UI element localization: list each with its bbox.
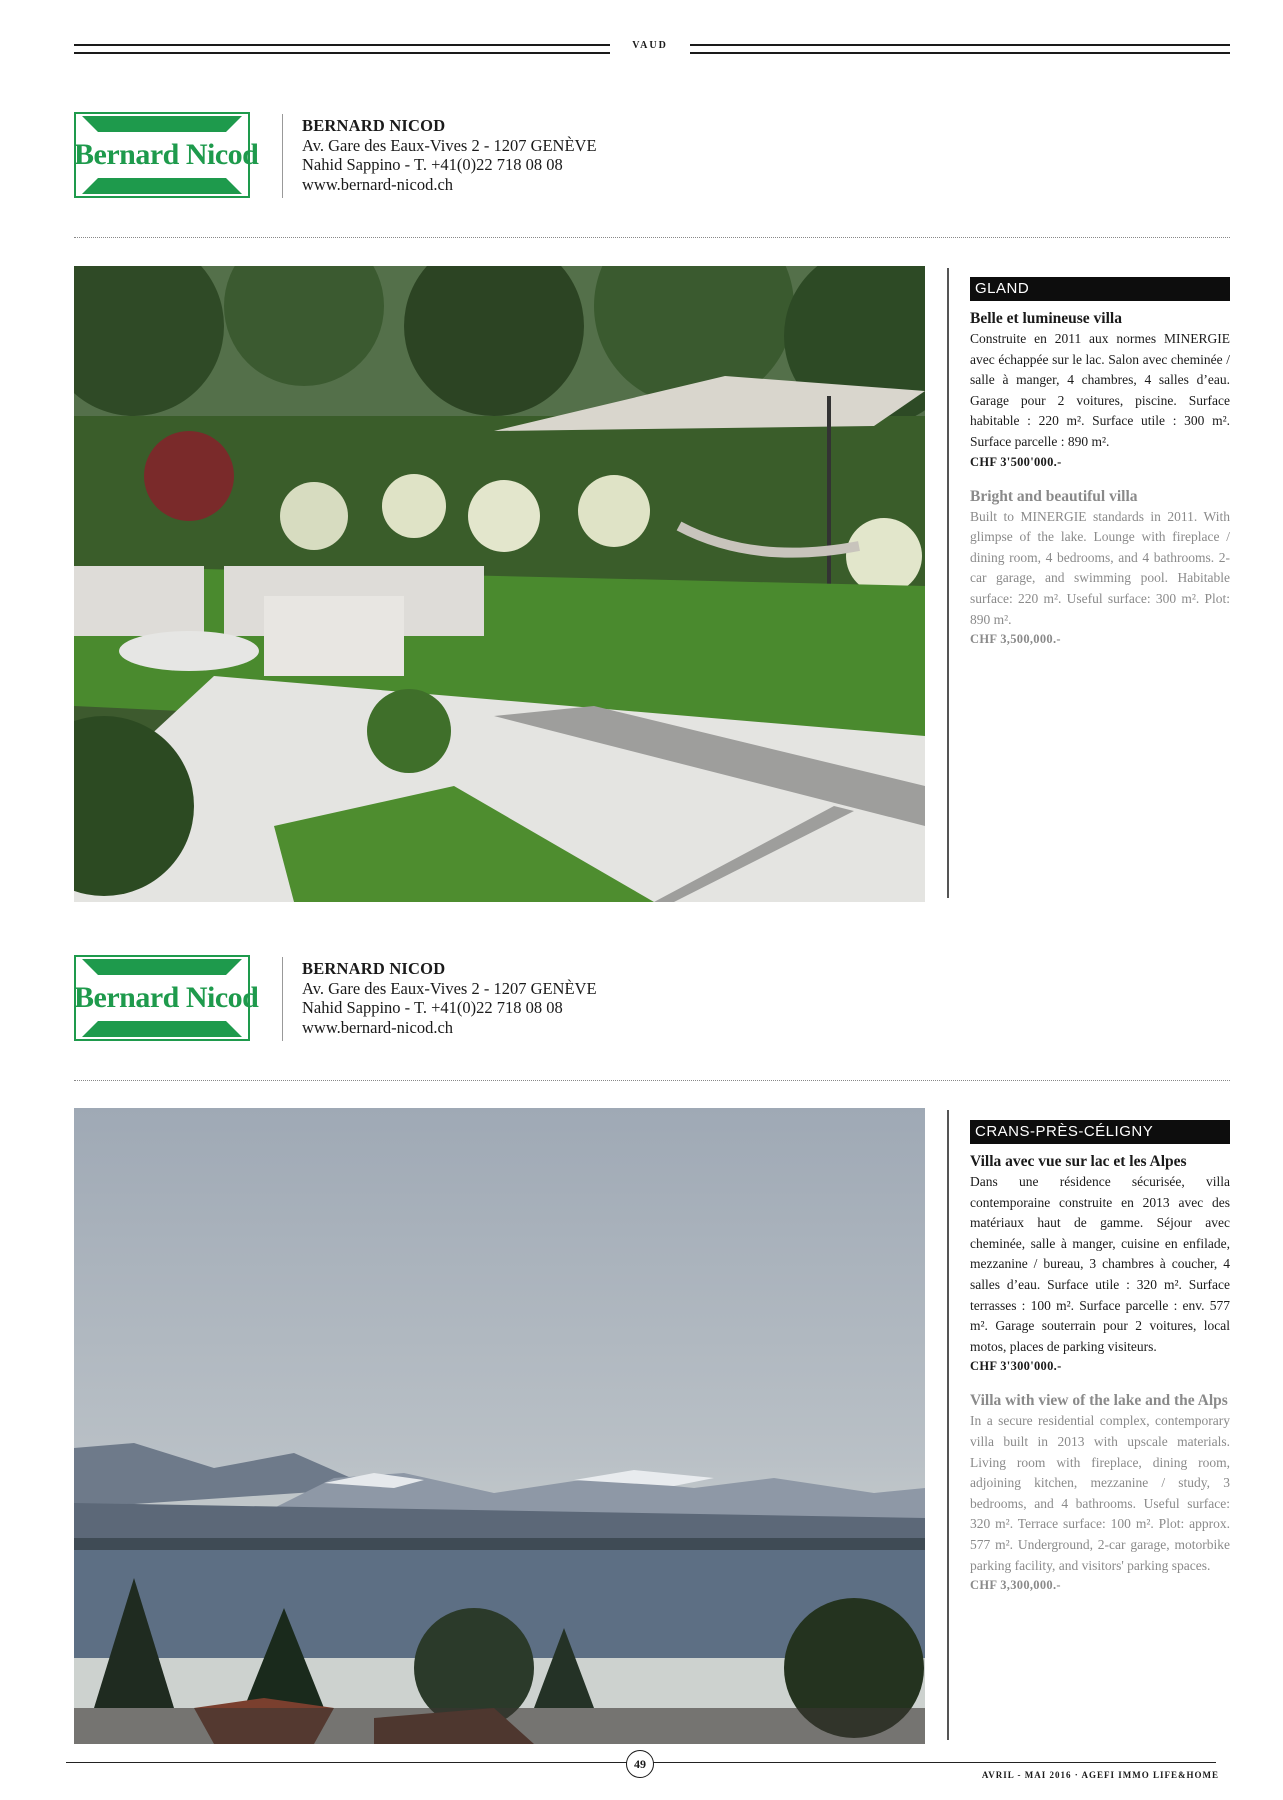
listing-description-fr: Dans une résidence sécurisée, villa contemporaine construite en 2013 avec des matériaux haut de gamme. Séjour avec cheminée, salle à manger, cuisine en enfilade, mezzanine / bureau, 3 chambres à coucher, 4 salles d’eau. Surface utile : 320 m². Surface terrasses : 100 m². Surface parcelle : env. 577 m². Garage souterrain pour 2 voitures, local motos, places de parking visiteurs.	[970, 1174, 1230, 1354]
header-rule-right	[690, 44, 1230, 54]
listing-description-en: Built to MINERGIE standards in 2011. With glimpse of the lake. Lounge with fireplace / dining room, 4 bedrooms, and 4 bathrooms. 2-car garage, and swimming pool. Habitable surface: 220 m². Useful surface: 300 m². Plot: 890 m².	[970, 508, 1230, 627]
location-label: CRANS-PRÈS-CÉLIGNY	[970, 1120, 1230, 1144]
listing-title-fr: Belle et lumineuse villa	[970, 310, 1122, 327]
listing-title-fr: Villa avec vue sur lac et les Alpes	[970, 1153, 1187, 1170]
agency-contact: Nahid Sappino - T. +41(0)22 718 08 08	[302, 155, 563, 174]
issue-label: AVRIL - MAI 2016 · AGEFI IMMO LIFE&HOME	[981, 1770, 1219, 1780]
agency-website[interactable]: www.bernard-nicod.ch	[302, 174, 454, 194]
listing-price-en: CHF 3,300,000.-	[970, 1578, 1061, 1593]
listing-title-en: Bright and beautiful villa	[970, 487, 1138, 505]
column-rule	[947, 1110, 949, 1740]
agency-address: Av. Gare des Eaux-Vives 2 - 1207 GENÈVE	[302, 978, 597, 998]
header-rule-left	[74, 44, 610, 54]
agency-address: Av. Gare des Eaux-Vives 2 - 1207 GENÈVE	[302, 135, 597, 155]
agency-block	[302, 959, 597, 1037]
listing-text-2	[970, 1120, 1230, 1594]
listing-description-fr: Construite en 2011 aux normes MINERGIE avec échappée sur le lac. Salon avec cheminée / salle à manger, 4 chambres, 4 salles d’eau. Garage pour 2 voitures, piscine. Surface habitable : 220 m². Surface utile : 300 m². Surface parcelle : 890 m².	[970, 331, 1230, 449]
section-title: VAUD	[632, 40, 668, 51]
garden-villa-photo	[74, 266, 925, 902]
listing-text-1	[970, 277, 1230, 648]
agency-name: BERNARD NICOD	[302, 116, 446, 135]
bernard-nicod-logo	[74, 955, 259, 1041]
column-rule	[947, 268, 949, 898]
logo-text: Bernard Nicod	[74, 981, 259, 1014]
listing-description-en: In a secure residential complex, contemporary villa built in 2013 with upscale materials. Living room with fireplace, dining room, adjoining kitchen, mezzanine / study, 3 bedrooms, and 4 bathrooms. Useful surface: 320 m². Terrace surface: 100 m². Plot: approx. 577 m². Underground, 2-car garage, motorbike parking facility, and visitors' parking spaces.	[970, 1413, 1230, 1573]
agency-contact: Nahid Sappino - T. +41(0)22 718 08 08	[302, 998, 563, 1017]
listing-price-en: CHF 3,500,000.-	[970, 632, 1061, 647]
page-number: 49	[626, 1750, 654, 1778]
agency-block	[302, 116, 597, 194]
agency-name: BERNARD NICOD	[302, 959, 446, 978]
agency-separator	[282, 114, 283, 198]
lake-view-photo	[74, 1108, 925, 1744]
dotted-divider	[74, 237, 1230, 238]
location-label: GLAND	[970, 277, 1230, 301]
dotted-divider	[74, 1080, 1230, 1081]
logo-text: Bernard Nicod	[74, 138, 259, 171]
listing-title-en: Villa with view of the lake and the Alps	[970, 1392, 1228, 1410]
listing-price-fr: CHF 3'500'000.-	[970, 454, 1062, 469]
listing-price-fr: CHF 3'300'000.-	[970, 1359, 1062, 1374]
agency-website[interactable]: www.bernard-nicod.ch	[302, 1017, 454, 1037]
agency-separator	[282, 957, 283, 1041]
bernard-nicod-logo	[74, 112, 259, 198]
